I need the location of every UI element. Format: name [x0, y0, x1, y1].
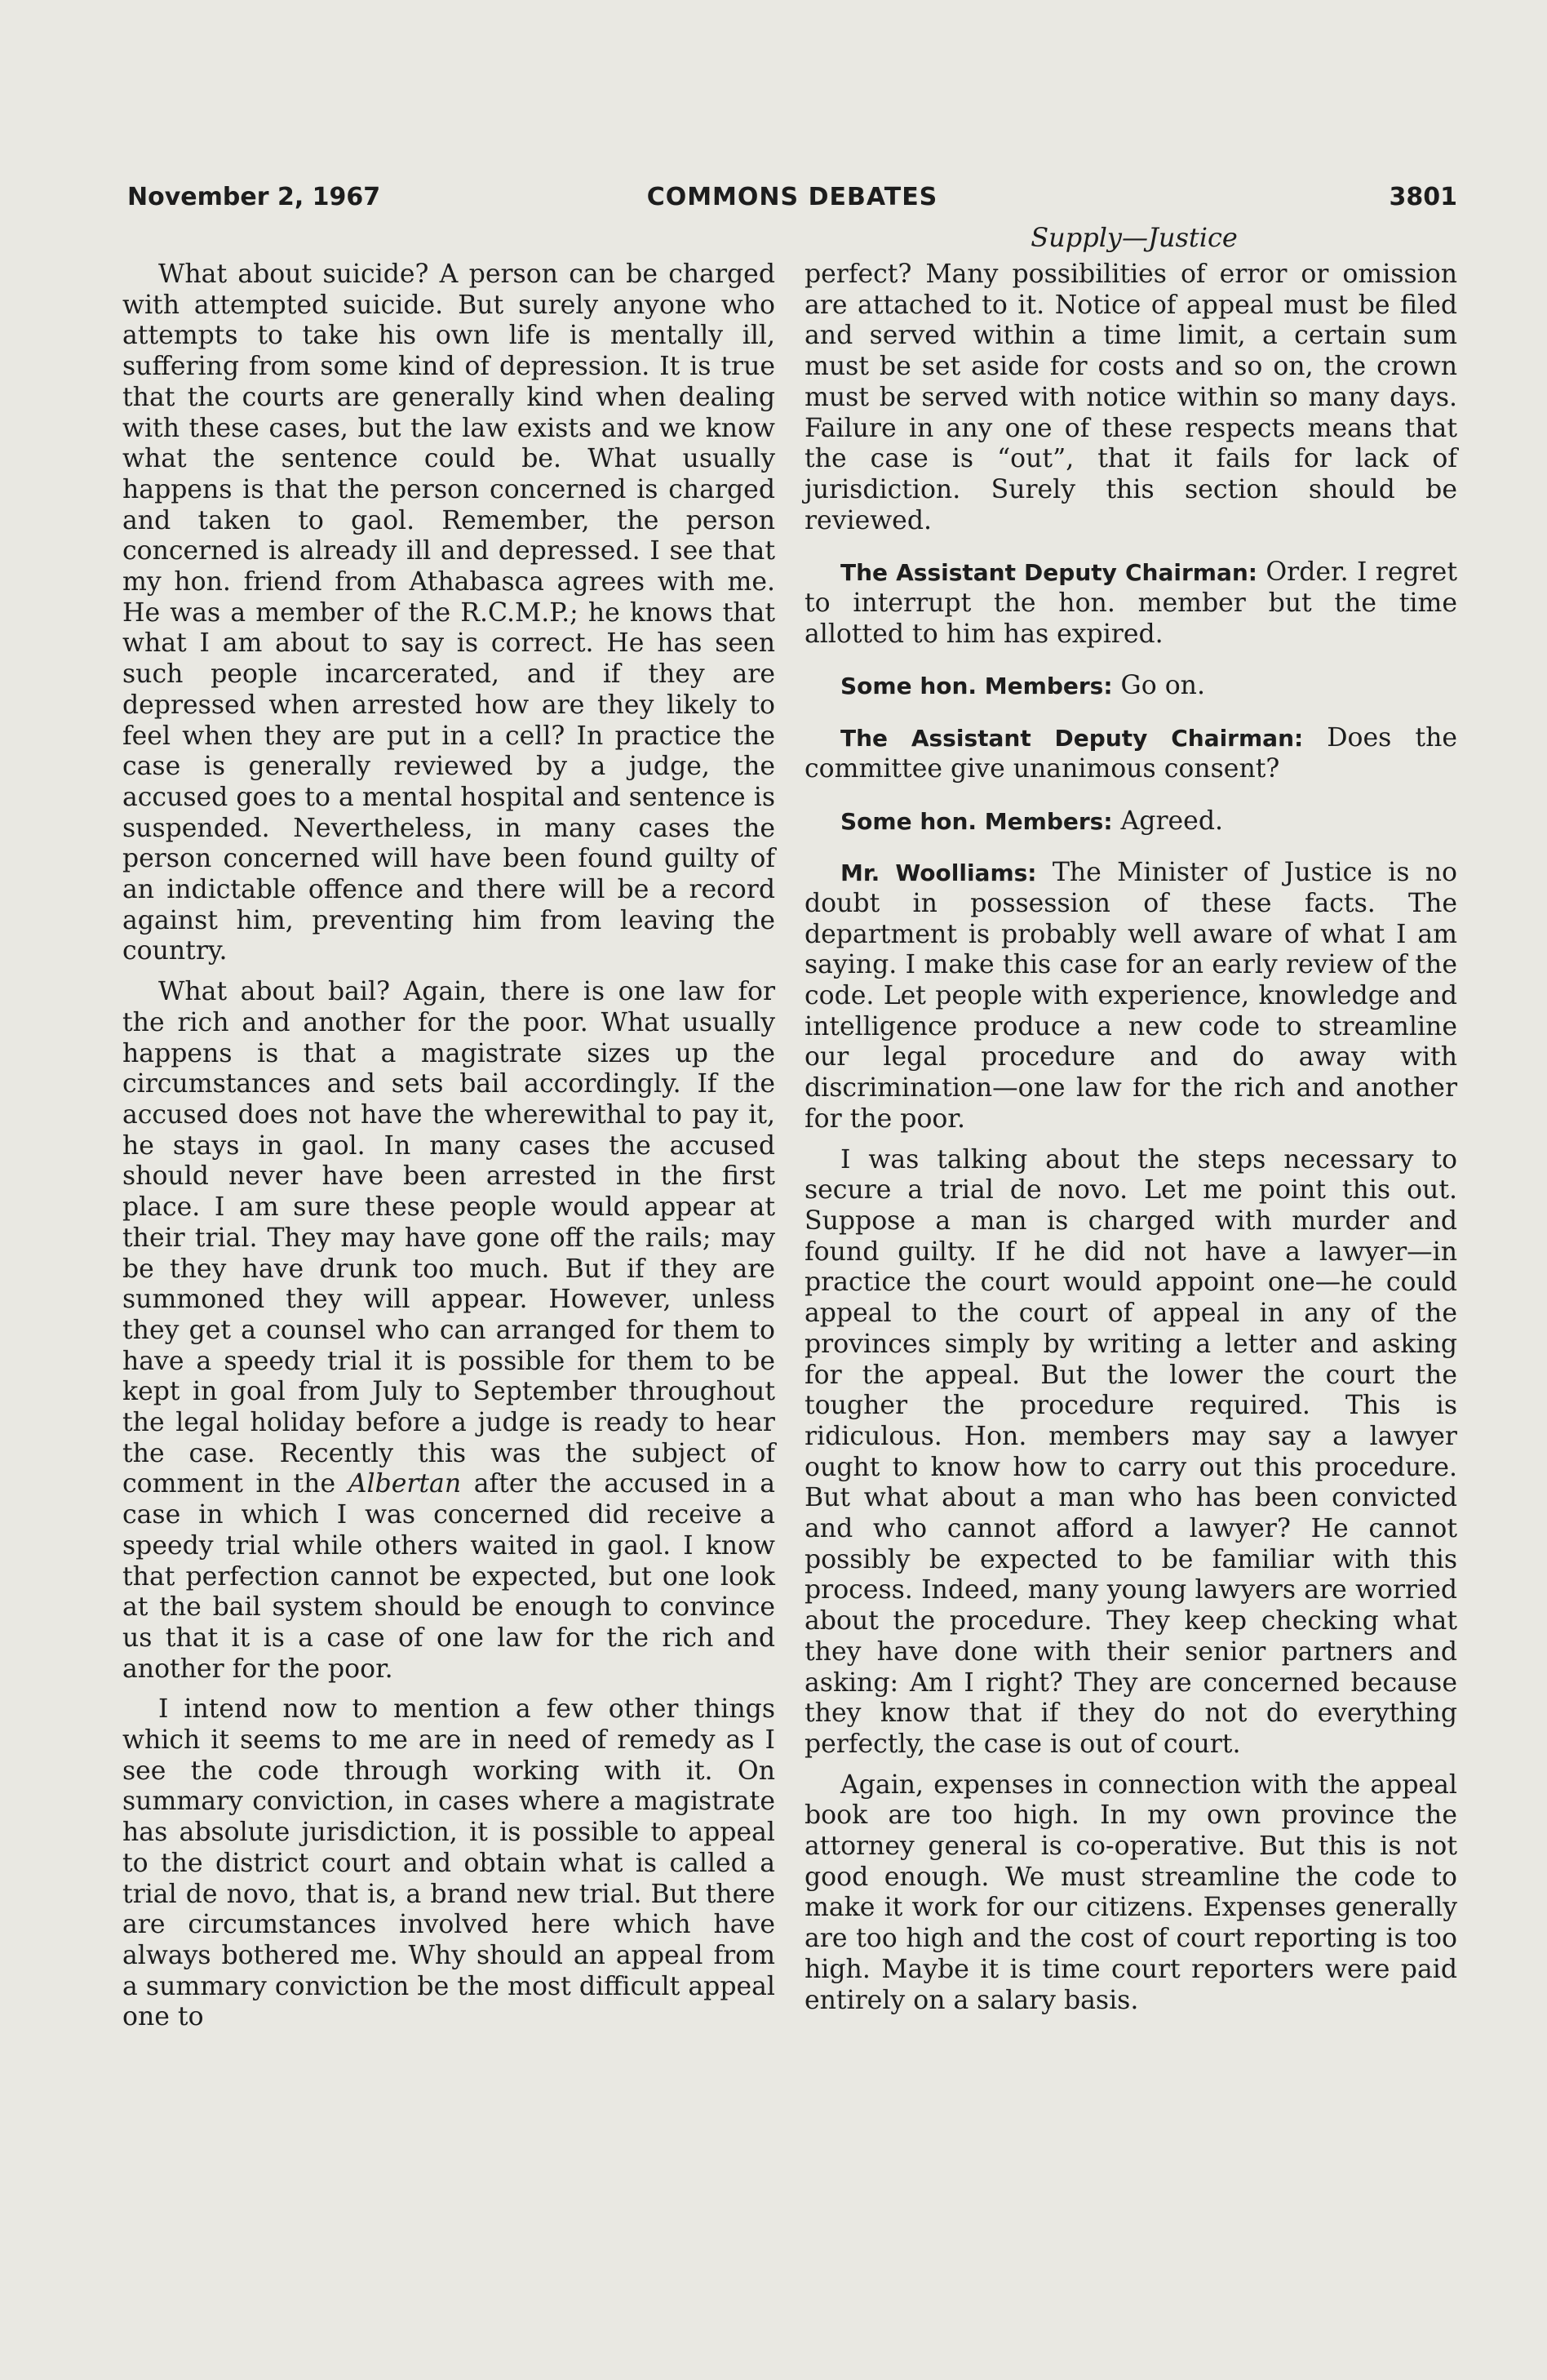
speaker-name: Some hon. Members:: [840, 807, 1113, 835]
running-header: [127, 183, 1457, 224]
speech-text: The Minister of Justice is no doubt in possession of these facts. The department is probably well aware of what I am saying. I make this case for an early review of the code. Let people with experience, knowledge and intelligence produce a new code to streamline our legal procedure and do away with discrimination—one law for the rich and another for the poor.: [805, 858, 1457, 1134]
speaker-name: Some hon. Members:: [840, 673, 1113, 700]
speech: [805, 858, 1457, 1134]
paragraph: I intend now to mention a few other things which it seems to me are in need of remedy as I see the code through working with it. On summary conviction, in cases where a magistrate has absolute jurisdiction, it is possible to appeal to the district court and obtain what is called a trial de novo, that is, a brand new trial. But there are circumstances involved here which have always bothered me. Why should an appeal from a summary conviction be the most difficult appeal one to: [122, 1694, 775, 2032]
speech-text: Does the committee give unanimous consent?: [805, 723, 1457, 784]
paragraph-text: What about bail? Again, there is one law for the rich and another for the poor. What usually happens is that a magistrate sizes up the circumstances and sets bail accordingly. If the accused does not have the wherewithal to pay it, he stays in gaol. In many cases the accused should never have been arrested in the first place. I am sure these people would appear at their trial. They may have gone off the rails; may be they have drunk too much. But if they are summoned they will appear. However, unless they get a counsel who can arranged for them to have a speedy trial it is possible for them to be kept in goal from July to September throughout the legal holiday before a judge is ready to hear the case. Recently this was the subject of comment in the: [122, 977, 775, 1499]
right-column: [805, 260, 1457, 2026]
speaker-name: The Assistant Deputy Chairman:: [840, 725, 1304, 753]
speech-text: Agreed.: [1112, 806, 1223, 836]
left-column: [122, 260, 775, 2043]
speech: [805, 723, 1457, 784]
page-number: 3801: [1389, 183, 1457, 211]
speech: [805, 806, 1457, 837]
speech: [805, 557, 1457, 650]
section-subheader: Supply—Justice: [1031, 222, 1238, 253]
paragraph: What about suicide? A person can be charged with attempted suicide. But surely anyone who attempts to take his own life is mentally ill, suffering from some kind of depression. It is true that the courts are generally kind when dealing with these cases, but the law exists and we know what the sentence could be. What usually happens is that the person concerned is charged and taken to gaol. Remember, the person concerned is already ill and depressed. I see that my hon. friend from Athabasca agrees with me. He was a member of the R.C.M.P.; he knows that what I am about to say is correct. He has seen such people incarcerated, and if they are depressed when arrested how are they likely to feel when they are put in a cell? In practice the case is generally reviewed by a judge, the accused goes to a mental hospital and sentence is suspended. Nevertheless, in many cases the person concerned will have been found guilty of an indictable offence and there will be a record against him, preventing him from leaving the country.: [122, 260, 775, 966]
paragraph: I was talking about the steps necessary to secure a trial de novo. Let me point this out. Suppose a man is charged with murder and found guilty. If he did not have a lawyer—in practice the court would appoint one—he could appeal to the court of appeal in any of the provinces simply by writing a letter and asking for the appeal. But the lower the court the tougher the procedure required. This is ridiculous. Hon. members may say a lawyer ought to know how to carry out this procedure. But what about a man who has been convicted and who cannot afford a lawyer? He cannot possibly be expected to be familiar with this process. Indeed, many young lawyers are worried about the procedure. They keep checking what they have done with their senior partners and asking: Am I right? They are concerned because they know that if they do not do everything perfectly, the case is out of court.: [805, 1144, 1457, 1759]
paragraph: perfect? Many possibilities of error or omission are attached to it. Notice of appeal must be filed and served within a time limit, a certain sum must be set aside for costs and so on, the crown must be served with notice within so many days. Failure in any one of these respects means that the case is “out”, that it fails for lack of jurisdiction. Surely this section should be reviewed.: [805, 260, 1457, 535]
speech: [805, 671, 1457, 702]
speech-text: Order. I regret to interrupt the hon. member but the time allotted to him has expired.: [805, 557, 1457, 649]
newspaper-title: Albertan: [348, 1469, 462, 1499]
paragraph-text: after the accused in a case in which I was concerned did receive a speedy trial while others waited in gaol. I know that perfection cannot be expected, but one look at the bail system should be enough to convince us that it is a case of one law for the rich and another for the poor.: [122, 1469, 775, 1684]
header-date: November 2, 1967: [127, 183, 381, 211]
speaker-name: The Assistant Deputy Chairman:: [840, 559, 1257, 587]
header-title: COMMONS DEBATES: [646, 183, 938, 211]
paragraph: [122, 977, 775, 1685]
speech-text: Go on.: [1112, 671, 1205, 701]
paragraph: Again, expenses in connection with the appeal book are too high. In my own province the attorney general is co-operative. But this is not good enough. We must streamline the code to make it work for our citizens. Expenses generally are too high and the cost of court reporting is too high. Maybe it is time court reporters were paid entirely on a salary basis.: [805, 1769, 1457, 2015]
speaker-name: Mr. Woolliams:: [840, 859, 1037, 887]
